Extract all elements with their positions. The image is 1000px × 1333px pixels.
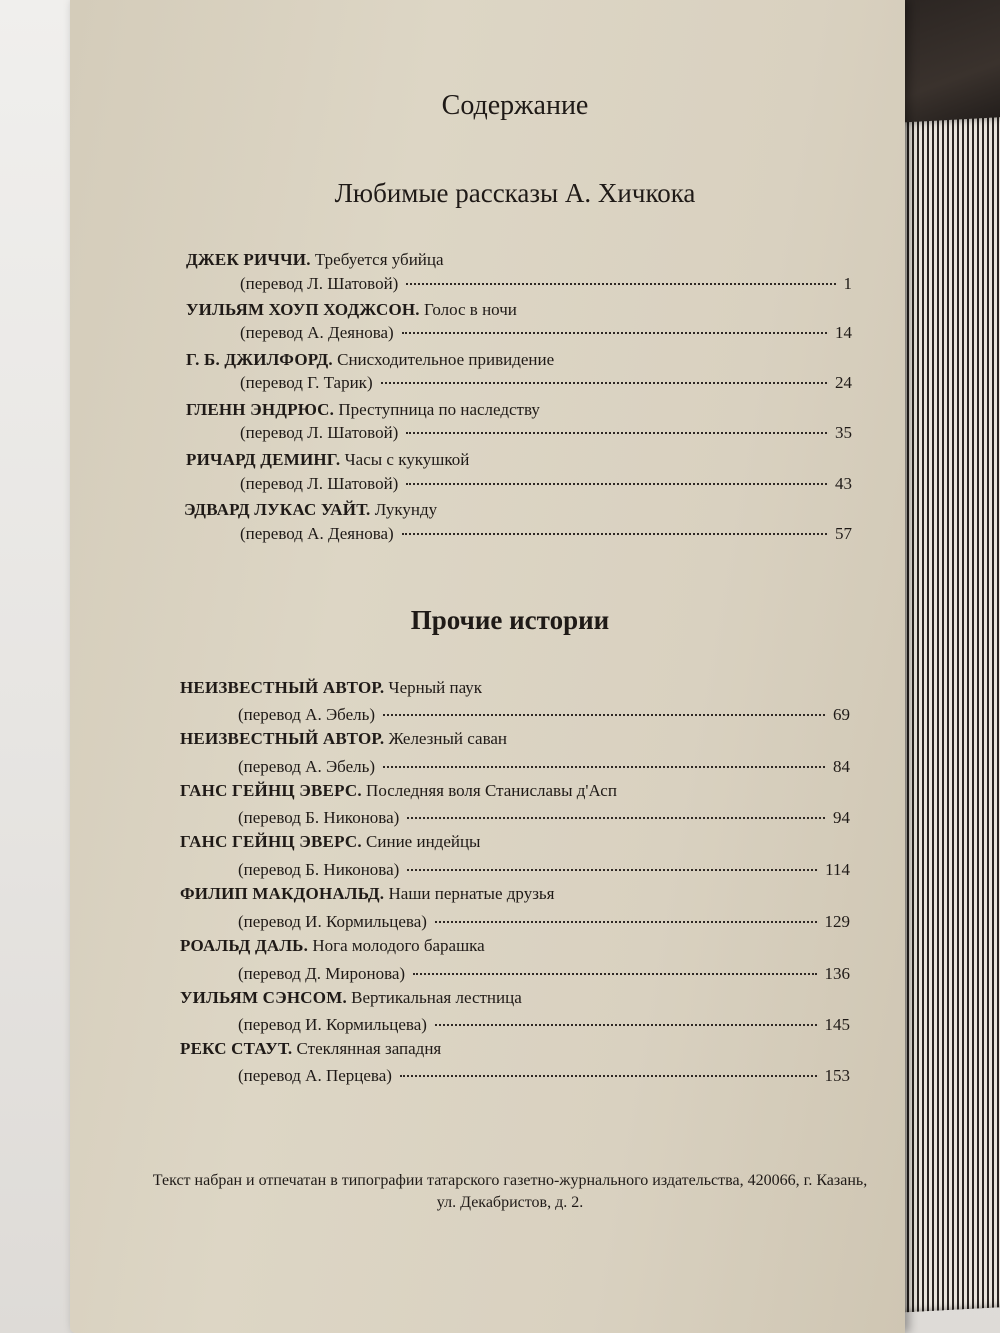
list-item	[186, 450, 469, 470]
entry-page-number: 114	[825, 860, 850, 879]
list-item	[186, 250, 444, 270]
entry-translator-line	[238, 705, 850, 725]
entry-story: Железный саван	[388, 729, 508, 748]
book-page-edges	[897, 117, 1000, 1312]
entry-page-number: 1	[843, 274, 852, 293]
entry-author: ГАНС ГЕЙНЦ ЭВЕРС.	[180, 832, 362, 851]
entry-translator-line	[238, 912, 850, 932]
section-heading-other: Прочие истории	[410, 605, 610, 635]
entry-story: Требуется убийца	[314, 250, 444, 269]
entry-story: Преступница по наследству	[338, 400, 540, 419]
entry-author: РИЧАРД ДЕМИНГ.	[186, 450, 341, 469]
entry-story: Синие индейцы	[366, 832, 481, 851]
entry-story: Последняя воля Станиславы д'Асп	[366, 781, 617, 800]
entry-page-number: 136	[824, 964, 850, 983]
list-item	[186, 300, 517, 320]
entry-author: НЕИЗВЕСТНЫЙ АВТОР.	[180, 729, 385, 748]
entry-translator: (перевод А. Деянова)	[240, 524, 394, 543]
dot-leader	[402, 332, 827, 334]
entry-translator: (перевод И. Кормильцева)	[238, 912, 427, 931]
entry-author: ФИЛИП МАКДОНАЛЬД.	[180, 884, 385, 903]
imprint: Текст набран и отпечатан в типографии татарского газетно-журнального издательства, 420066, г. Казань, ул. Декабристов, д. 2.	[152, 1172, 868, 1211]
entry-translator-line	[240, 373, 852, 393]
list-item	[184, 500, 437, 520]
dot-leader	[383, 766, 825, 768]
entry-author: РЕКС СТАУТ.	[180, 1039, 293, 1058]
entry-page-number: 14	[835, 323, 852, 342]
dot-leader	[435, 921, 817, 923]
entry-translator-line	[238, 1015, 850, 1035]
entry-translator-line	[240, 323, 852, 343]
dot-leader	[406, 283, 835, 285]
dot-leader	[413, 973, 816, 975]
list-item	[186, 350, 554, 370]
entry-translator: (перевод А. Перцева)	[238, 1066, 392, 1085]
dot-leader	[435, 1024, 817, 1026]
list-item	[180, 988, 522, 1008]
entry-author: РОАЛЬД ДАЛЬ.	[180, 936, 309, 955]
dot-leader	[402, 533, 827, 535]
entry-author: ДЖЕК РИЧЧИ.	[186, 250, 311, 269]
entry-page-number: 57	[835, 524, 852, 543]
entry-translator-line	[238, 808, 850, 828]
dot-leader	[381, 382, 827, 384]
entry-page-number: 84	[833, 757, 850, 776]
entry-translator: (перевод А. Эбель)	[238, 705, 376, 724]
list-item	[180, 936, 485, 956]
entry-translator: (перевод Л. Шатовой)	[240, 423, 399, 442]
entry-translator: (перевод Д. Миронова)	[238, 964, 406, 983]
entry-author: НЕИЗВЕСТНЫЙ АВТОР.	[180, 678, 385, 697]
entry-translator: (перевод Б. Никонова)	[238, 860, 400, 879]
list-item	[180, 832, 480, 852]
entry-page-number: 153	[824, 1066, 850, 1085]
entry-story: Вертикальная лестница	[351, 988, 522, 1007]
dot-leader	[407, 817, 825, 819]
entry-story: Часы с кукушкой	[344, 450, 470, 469]
page-title: Содержание	[441, 90, 589, 121]
entry-translator: (перевод А. Деянова)	[240, 323, 394, 342]
entry-translator: (перевод Л. Шатовой)	[240, 474, 399, 493]
entry-author: ГЛЕНН ЭНДРЮС.	[186, 400, 335, 419]
entry-translator-line	[238, 1066, 850, 1086]
entry-story: Черный паук	[388, 678, 483, 697]
entry-translator-line	[238, 964, 850, 984]
entry-author: ГАНС ГЕЙНЦ ЭВЕРС.	[180, 781, 362, 800]
list-item	[180, 781, 617, 801]
entry-translator: (перевод И. Кормильцева)	[238, 1015, 427, 1034]
dot-leader	[406, 483, 827, 485]
list-item	[180, 1039, 441, 1059]
entry-translator-line	[238, 860, 850, 880]
entry-author: УИЛЬЯМ ХОУП ХОДЖСОН.	[186, 300, 420, 319]
entry-author: ЭДВАРД ЛУКАС УАЙТ.	[184, 500, 371, 519]
entry-page-number: 129	[824, 912, 850, 931]
dot-leader	[407, 869, 817, 871]
dot-leader	[406, 432, 827, 434]
entry-page-number: 69	[833, 705, 850, 724]
entry-translator: (перевод Б. Никонова)	[238, 808, 400, 827]
entry-author: УИЛЬЯМ СЭНСОМ.	[180, 988, 347, 1007]
list-item	[180, 678, 482, 698]
entry-story: Снисходительное привидение	[337, 350, 555, 369]
entry-page-number: 94	[833, 808, 850, 827]
entry-story: Голос в ночи	[424, 300, 517, 319]
entry-story: Стеклянная западня	[296, 1039, 442, 1058]
entry-story: Лукунду	[374, 500, 438, 519]
entry-translator: (перевод Л. Шатовой)	[240, 274, 399, 293]
entry-story: Нога молодого барашка	[312, 936, 485, 955]
list-item	[180, 884, 554, 904]
entry-translator-line	[238, 757, 850, 777]
entry-translator-line	[240, 423, 852, 443]
list-item	[186, 400, 540, 420]
dot-leader	[383, 714, 825, 716]
list-item	[180, 729, 507, 749]
entry-page-number: 24	[835, 373, 852, 392]
entry-author: Г. Б. ДЖИЛФОРД.	[186, 350, 333, 369]
entry-translator-line	[240, 274, 852, 294]
entry-story: Наши пернатые друзья	[388, 884, 555, 903]
section-heading-hitchcock: Любимые рассказы А. Хичкока	[334, 178, 696, 208]
entry-translator: (перевод А. Эбель)	[238, 757, 376, 776]
entry-translator: (перевод Г. Тарик)	[240, 373, 373, 392]
entry-translator-line	[240, 524, 852, 544]
entry-page-number: 43	[835, 474, 852, 493]
dot-leader	[400, 1075, 817, 1077]
entry-page-number: 145	[824, 1015, 850, 1034]
entry-translator-line	[240, 474, 852, 494]
entry-page-number: 35	[835, 423, 852, 442]
